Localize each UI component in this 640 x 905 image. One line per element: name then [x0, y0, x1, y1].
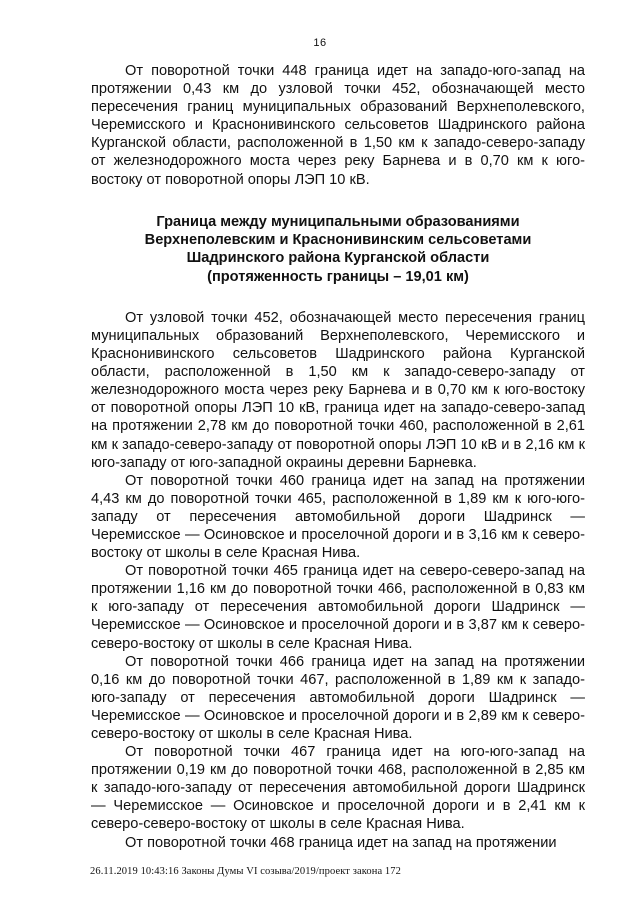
- document-body: [91, 62, 585, 852]
- paragraph: От узловой точки 452, обозначающей место пересечения границ муниципальных образований Верхнеполевского, Черемисского и Краснонивинского сельсоветов Шадринского района Курганской области, расположенной в 1,50 км к западо-северо-западу от железнодорожного моста через реку Барнева и в 0,70 км к юго-востоку от поворотной опоры ЛЭП 10 кВ, граница идет на западо-северо-запад на протяжении 2,78 км до поворотной точки 460, расположенной в 2,61 км к западо-северо-западу от поворотной опоры ЛЭП 10 кВ и в 2,16 км к юго-западу от юго-западной окраины деревни Барневка.: [91, 309, 585, 471]
- section-heading-length: (протяженность границы – 19,01 км): [207, 268, 469, 285]
- paragraph: От поворотной точки 466 граница идет на запад на протяжении 0,16 км до поворотной точки 467, расположенной в 1,89 км к западо-юго-западу от пересечения автомобильной дороги Шадринск — Черемисское — Осиновское и проселочной дороги и в 2,89 км к северо-северо-востоку от школы в селе Красная Нива.: [91, 653, 585, 742]
- intro-paragraph: От поворотной точки 448 граница идет на западо-юго-запад на протяжении 0,43 км до узловой точки 452, обозначающей место пересечения границ муниципальных образований Верхнеполевского, Черемисского и Краснонивинского сельсоветов Шадринского района Курганской области, расположенной в 1,50 км к западо-северо-западу от железнодорожного моста через реку Барнева и в 0,70 км к юго-востоку от поворотной опоры ЛЭП 10 кВ.: [91, 63, 585, 188]
- paragraph: От поворотной точки 468 граница идет на запад на протяжении: [125, 834, 557, 851]
- page-number: 16: [313, 37, 327, 49]
- section-heading-line: Граница между муниципальными образованиями: [156, 213, 520, 230]
- paragraph: От поворотной точки 467 граница идет на юго-юго-запад на протяжении 0,19 км до поворотной точки 468, расположенной в 2,85 км к западо-юго-западу от пересечения автомобильной дороги Шадринск — Черемисское — Осиновское и проселочной дороги и в 2,41 км к северо-северо-востоку от школы в селе Красная Нива.: [91, 744, 585, 833]
- paragraph: От поворотной точки 460 граница идет на запад на протяжении 4,43 км до поворотной точки 465, расположенной в 1,89 км к юго-юго-западу от пересечения автомобильной дороги Шадринск — Черемисское — Осиновское и проселочной дороги и в 3,16 км к северо-востоку от школы в селе Красная Нива.: [91, 472, 585, 562]
- paragraph: От поворотной точки 465 граница идет на северо-северо-запад на протяжении 1,16 км до поворотной точки 466, расположенной в 0,83 км к юго-западу от пересечения автомобильной дороги Шадринск — Черемисское — Осиновское и проселочной дороги и в 3,87 км к северо-северо-востоку от школы в селе Красная Нива.: [91, 563, 585, 652]
- section-heading-line: Шадринского района Курганской области: [186, 250, 490, 267]
- section-heading: [91, 213, 585, 286]
- document-footer: 26.11.2019 10:43:16 Законы Думы VI созыва/2019/проект закона 172: [90, 866, 401, 877]
- section-heading-line: Верхнеполевским и Краснонивинским сельсоветами: [144, 231, 532, 248]
